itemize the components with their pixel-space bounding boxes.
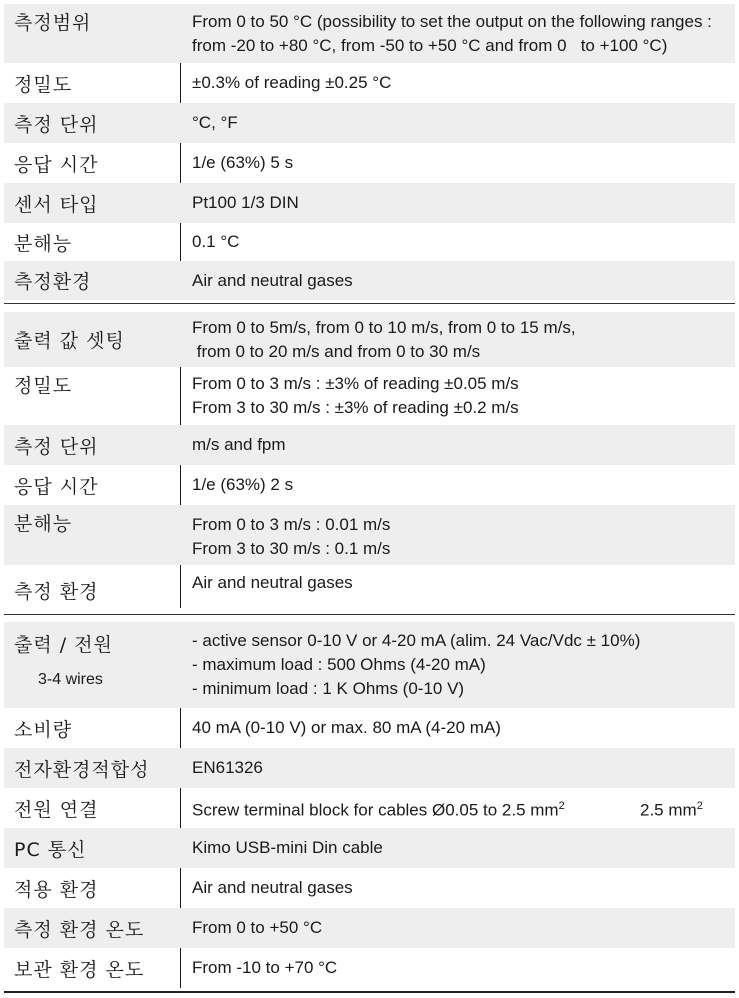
spec-row	[4, 708, 735, 748]
spec-label: 측정 단위	[14, 435, 99, 458]
spec-value-line: From 3 to 30 m/s : ±3% of reading ±0.2 m/s	[192, 398, 519, 417]
spec-row	[4, 103, 735, 143]
spec-label: 응답 시간	[14, 153, 99, 176]
spec-row	[4, 312, 735, 367]
spec-label: 측정 환경	[14, 581, 99, 603]
spec-value-line: From 0 to 3 m/s : ±3% of reading ±0.05 m/s	[192, 374, 519, 393]
spec-value-line: From 3 to 30 m/s : 0.1 m/s	[192, 539, 391, 558]
spec-row	[4, 908, 735, 948]
spec-row	[4, 143, 735, 183]
spec-value-line: From 0 to 3 m/s : 0.01 m/s	[192, 515, 391, 534]
spec-row	[4, 622, 735, 708]
spec-label	[8, 622, 180, 708]
spec-value-line: Screw terminal block for cables Ø0.05 to 2.5 mm	[192, 800, 559, 820]
spec-row	[4, 63, 735, 103]
spec-value-line: - active sensor 0-10 V or 4-20 mA (alim. 24 Vac/Vdc ± 10%)	[192, 631, 641, 650]
spec-label: 전자환경적합성	[14, 758, 150, 781]
spec-value-line: Air and neutral gases	[192, 270, 353, 290]
spec-label: 정밀도	[14, 375, 73, 397]
velocity-section	[0, 312, 739, 612]
spec-value-line: From 0 to 5m/s, from 0 to 10 m/s, from 0 to 15 m/s,	[192, 317, 576, 337]
spec-row	[4, 565, 735, 610]
spec-value-line: From 0 to 50 °C (possibility to set the output on the following ranges :	[192, 11, 712, 31]
spec-row	[4, 948, 735, 988]
spec-value-line: Pt100 1/3 DIN	[192, 193, 299, 212]
table-bottom-border	[4, 991, 735, 993]
spec-row	[4, 261, 735, 300]
spec-value-line: Air and neutral gases	[192, 878, 353, 897]
general-section	[0, 622, 739, 998]
spec-value-line: from 0 to 20 m/s and from 0 to 30 m/s	[192, 341, 481, 361]
spec-label: 측정범위	[14, 12, 92, 34]
spec-label: 분해능	[14, 513, 73, 535]
spec-value-line: From -10 to +70 °C	[192, 958, 338, 977]
spec-label: 측정환경	[14, 271, 92, 293]
spec-label: 보관 환경 온도	[14, 958, 145, 981]
spec-value-line: 1/e (63%) 2 s	[192, 475, 294, 494]
spec-label: 센서 타입	[14, 193, 99, 216]
spec-label: 정밀도	[14, 73, 73, 96]
spec-value-line: - minimum load : 1 K Ohms (0-10 V)	[192, 679, 465, 698]
spec-row	[4, 223, 735, 261]
spec-row	[4, 505, 735, 565]
spec-value-line: 40 mA (0-10 V) or max. 80 mA (4-20 mA)	[192, 718, 501, 737]
spec-value-line: from -20 to +80 °C, from -50 to +50 °C and from 0 to +100 °C)	[192, 35, 668, 55]
spec-label: PC 통신	[14, 838, 87, 861]
spec-row	[4, 183, 735, 223]
spec-label: 소비량	[14, 718, 73, 741]
spec-row	[4, 788, 735, 828]
section-divider	[4, 303, 735, 304]
spec-label: 응답 시간	[14, 475, 99, 498]
superscript: 2	[696, 799, 703, 812]
spec-value-line: ±0.3% of reading ±0.25 °C	[192, 73, 392, 92]
spec-value-line: From 0 to +50 °C	[192, 918, 323, 937]
spec-label-sub: 3-4 wires	[38, 671, 103, 688]
spec-row	[4, 4, 735, 63]
spec-value-line: °C, °F	[192, 113, 238, 132]
spec-row	[4, 367, 735, 425]
superscript: 2	[558, 799, 565, 812]
spec-label-text: 출력 / 전원	[14, 634, 113, 656]
spec-label: 적용 환경	[14, 878, 99, 901]
spec-label: 출력 값 셋팅	[14, 330, 125, 352]
spec-value-line: Air and neutral gases	[192, 573, 353, 592]
spec-row	[4, 828, 735, 868]
spec-row	[4, 425, 735, 465]
spec-label: 측정 환경 온도	[14, 918, 145, 941]
spec-value-line: 1/e (63%) 5 s	[192, 153, 294, 172]
spec-value-extra: 2.5 mm	[640, 800, 697, 820]
spec-value-line: Kimo USB-mini Din cable	[192, 838, 383, 857]
spec-row	[4, 868, 735, 908]
spec-value-line: m/s and fpm	[192, 435, 286, 454]
spec-row	[4, 465, 735, 505]
spec-label: 분해능	[14, 232, 73, 255]
spec-value-line: 0.1 °C	[192, 232, 240, 251]
spec-row	[4, 748, 735, 788]
spec-value-line: - maximum load : 500 Ohms (4-20 mA)	[192, 655, 486, 674]
section-divider	[4, 614, 735, 615]
spec-label: 측정 단위	[14, 113, 99, 136]
spec-label: 전원 연결	[14, 798, 99, 821]
spec-value-line: EN61326	[192, 758, 263, 777]
temperature-section	[0, 0, 739, 302]
